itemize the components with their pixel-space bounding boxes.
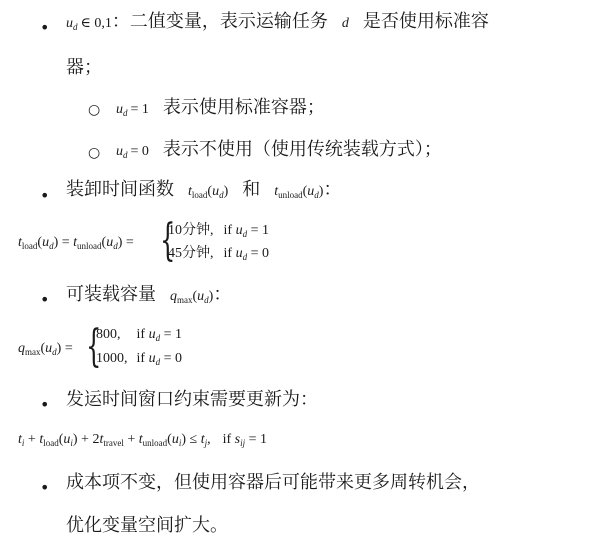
- sub-bullet-1-line: [116, 99, 325, 118]
- bullet-2-line: [66, 181, 341, 200]
- q-max-equation-lhs: $q_{max}(u_d)$ =: [18, 341, 73, 357]
- bullet-2-text: 装卸时间函数: [66, 179, 174, 200]
- bullet-3-line: [66, 286, 231, 305]
- bullet-icon: •: [40, 18, 50, 37]
- bullet-3-colon: ：: [213, 284, 232, 305]
- sub-bullet-2-line: [116, 141, 442, 160]
- bullet-1-line: [66, 13, 489, 32]
- bullet-5-line: 成本项不变，但使用容器后可能带来更多周转机会，: [66, 472, 480, 493]
- bullet-5-continuation: 优化变量空间扩大。: [66, 515, 228, 536]
- bullet-2-and: 和: [242, 179, 261, 200]
- t-load-case-2: 45分钟, if $u_d = 0$: [168, 246, 269, 262]
- sub-1-math: = 1: [130, 102, 149, 117]
- left-brace: {: [160, 215, 176, 266]
- q-max-case-2: 1000, if $u_d = 0$: [96, 351, 182, 367]
- time-window-constraint: $t_i + t_{load}(u_i) + 2t_{travel} + t_{unload}(u_i) \le t_j$, if $s_{ij} = 1$: [18, 432, 268, 448]
- bullet-4-line: 发运时间窗口约束需要更新为：: [66, 389, 318, 410]
- q-max-func: $q_{max}(u_d)$: [170, 289, 214, 305]
- sub-2-math: = 0: [130, 144, 149, 159]
- hollow-bullet-icon: ○: [88, 145, 101, 161]
- bullet-icon: •: [40, 186, 50, 205]
- bullet-1-continuation: 器；: [66, 57, 102, 78]
- task-d: d: [341, 16, 349, 31]
- domain-expr: ∈ 0,1: [80, 16, 112, 31]
- sub-bullet-2-text: 表示不使用（使用传统装载方式）；: [162, 139, 442, 160]
- var-u-d: $u_d$: [116, 102, 128, 118]
- left-brace: {: [86, 321, 102, 372]
- bullet-3-text: 可装载容量: [66, 284, 156, 305]
- bullet-1-text-2: 是否使用标准容: [362, 11, 489, 32]
- bullet-2-colon: ：: [323, 179, 342, 200]
- hollow-bullet-icon: ○: [88, 102, 101, 118]
- q-max-case-1: 800, if $u_d = 1$: [96, 327, 182, 343]
- var-u-d: $u_d$: [116, 144, 128, 160]
- sub-bullet-1-text: 表示使用标准容器；: [162, 97, 325, 118]
- bullet-icon: •: [40, 395, 50, 414]
- t-load-equation-lhs: $t_{load}(u_d) = t_{unload}(u_d)$ =: [18, 235, 134, 251]
- t-unload-func: $t_{unload}(u_d)$: [274, 184, 324, 200]
- bullet-icon: •: [40, 478, 50, 497]
- bullet-icon: •: [40, 290, 50, 309]
- bullet-1-text: ：二值变量，表示运输任务: [111, 11, 328, 32]
- t-load-case-1: 10分钟, if $u_d = 1$: [168, 223, 269, 239]
- t-load-func: $t_{load}(u_d)$: [188, 184, 229, 200]
- var-u-d: $u_d$: [66, 16, 78, 32]
